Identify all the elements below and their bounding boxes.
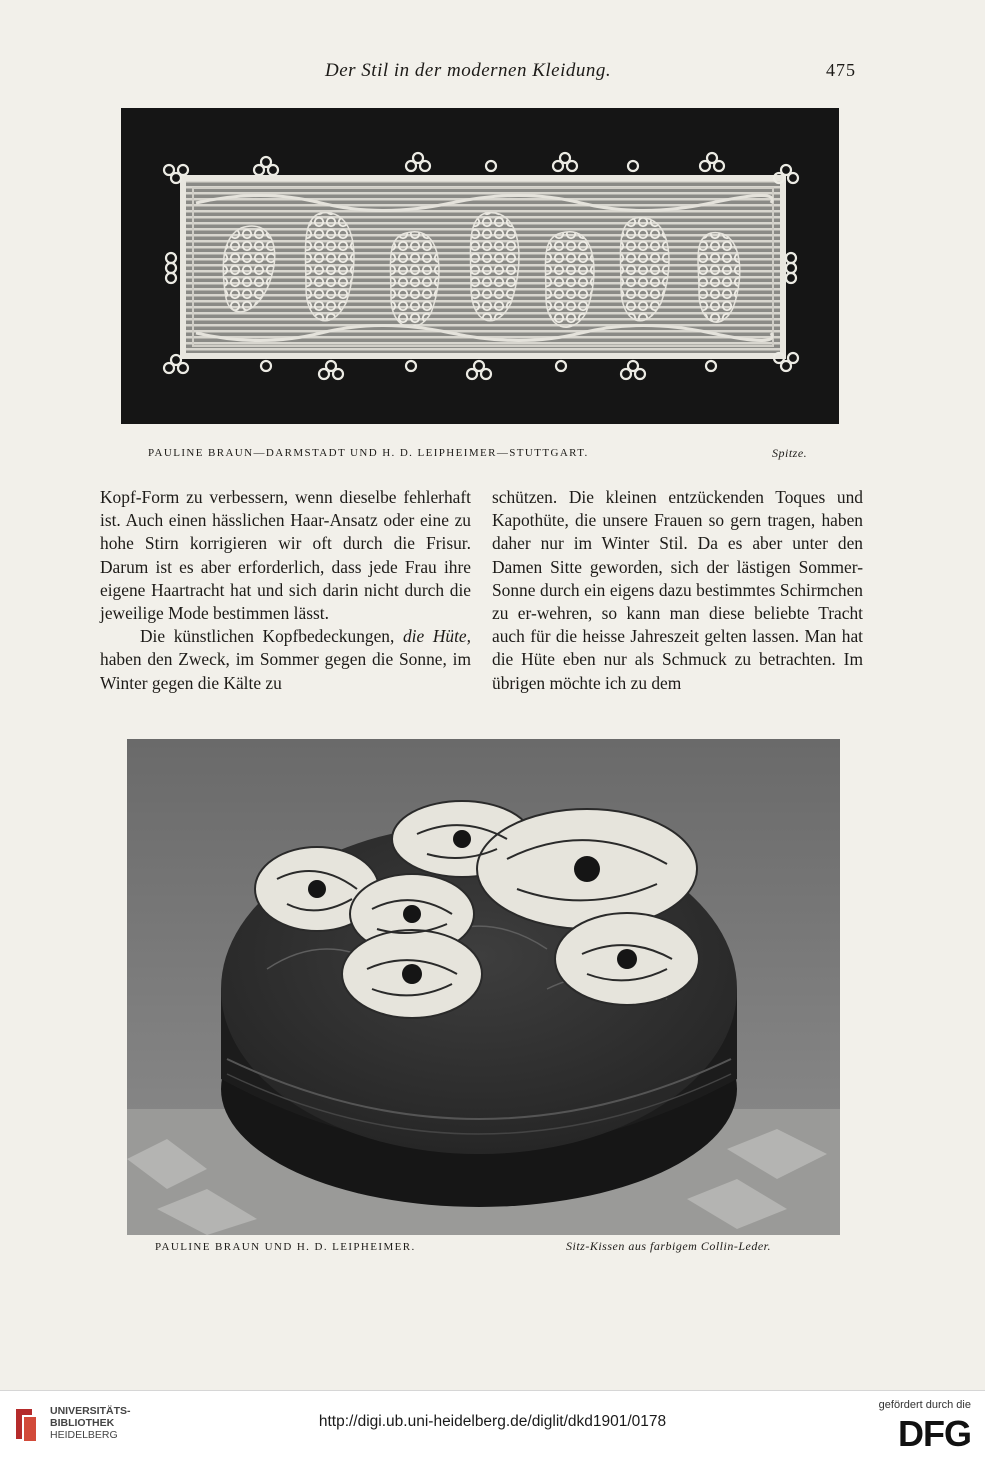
- cushion-photograph: [127, 739, 840, 1235]
- dfg-logo: DFG: [898, 1413, 971, 1454]
- lace-photograph: [121, 108, 839, 424]
- paragraph: Die künstlichen Kopfbedeckungen, die Hüte, haben den Zweck, im Sommer gegen die Sonne, im Winter gegen die Kälte zu: [100, 626, 471, 693]
- lace-caption-credit: PAULINE BRAUN—DARMSTADT UND H. D. LEIPHEIMER—STUTTGART.: [148, 447, 589, 459]
- paragraph: schützen. Die kleinen entzückenden Toques und Kapothüte, die unsere Frauen so gern tragen, haben daher nur im Winter Stil. Da es aber unter den Damen Sitte geworden, sich der lästigen Sommer-Sonne durch ein eigens dazu bestimmtes Schirmchen zu er-wehren, so kann man diese beliebte Tracht auch für die heisse Jahreszeit gelten lassen. Man hat die Hüte eben nur als Schmuck zu betrachten. Im übrigen möchte ich zu dem: [492, 487, 863, 693]
- lace-caption-title: Spitze.: [772, 446, 808, 460]
- paragraph: Kopf-Form zu verbessern, wenn dieselbe fehlerhaft ist. Auch einen hässlichen Haar-Ansatz oder eine zu hohe Stirn korrigieren wir oft durch die Frisur. Darum ist es aber erforderlich, dass jede Frau ihre eigene Haartracht hat und sich darin nicht durch die jeweilige Mode bestimmen lässt.: [100, 487, 471, 624]
- cushion-caption-credit: PAULINE BRAUN UND H. D. LEIPHEIMER.: [155, 1241, 416, 1253]
- library-name: UNIVERSITÄTS- BIBLIOTHEK HEIDELBERG: [50, 1405, 131, 1441]
- footer-bar: [0, 1390, 985, 1458]
- lace-illustration: [121, 108, 839, 424]
- page-number: 475: [826, 60, 856, 80]
- source-url-link[interactable]: http://digi.ub.uni-heidelberg.de/diglit/dkd1901/0178: [318, 1413, 667, 1430]
- text-column-right: [492, 486, 863, 695]
- cushion-illustration: [127, 739, 840, 1235]
- emphasis: die Hüte,: [402, 626, 471, 647]
- text-column-left: [100, 486, 471, 695]
- running-title: Der Stil in der modernen Kleidung.: [325, 60, 612, 81]
- funding-note: gefördert durch die: [878, 1399, 971, 1411]
- cushion-caption-title: Sitz-Kissen aus farbigem Collin-Leder.: [566, 1239, 772, 1253]
- running-head: [0, 60, 985, 90]
